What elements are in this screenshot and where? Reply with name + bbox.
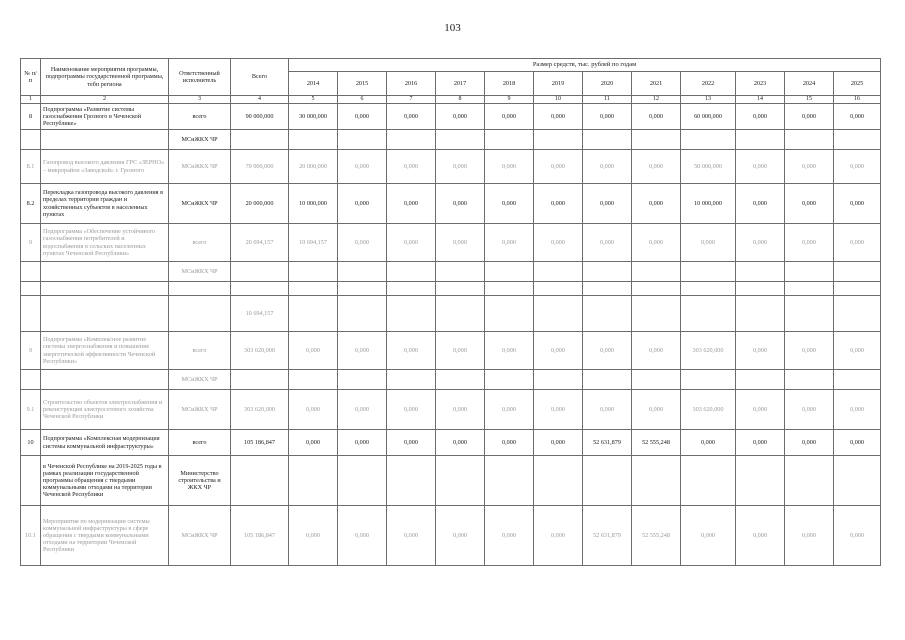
header-year: 2019 xyxy=(534,72,583,96)
row-year-value xyxy=(834,130,881,150)
header-year: 2022 xyxy=(681,72,736,96)
row-year-value xyxy=(534,130,583,150)
row-number-cell: 8.1 xyxy=(21,150,41,184)
row-year-value xyxy=(338,282,387,296)
row-year-value xyxy=(583,282,632,296)
row-year-value xyxy=(632,282,681,296)
row-name-cell xyxy=(41,262,169,282)
row-year-value xyxy=(436,282,485,296)
row-year-value xyxy=(681,282,736,296)
header-year: 2015 xyxy=(338,72,387,96)
table-row xyxy=(21,282,881,296)
row-year-value xyxy=(289,130,338,150)
row-executor-cell xyxy=(169,282,231,296)
row-name-cell: Подпрограмма «Обеспечение устойчивого газоснабжения потребителей и водоснабжения в сельских населенных пунктах Чеченской Республики» xyxy=(41,224,169,262)
row-year-value: 52 555,248 xyxy=(632,430,681,456)
row-year-value: 0,000 xyxy=(534,224,583,262)
row-year-value xyxy=(785,282,834,296)
row-total-cell: 20 694,157 xyxy=(231,224,289,262)
row-year-value: 0,000 xyxy=(338,104,387,130)
row-year-value: 0,000 xyxy=(387,184,436,224)
row-year-value: 0,000 xyxy=(534,104,583,130)
row-year-value: 0,000 xyxy=(436,104,485,130)
row-name-cell xyxy=(41,282,169,296)
row-year-value xyxy=(534,370,583,390)
row-year-value xyxy=(338,130,387,150)
row-year-value xyxy=(338,296,387,332)
row-year-value xyxy=(387,456,436,506)
header-year: 2021 xyxy=(632,72,681,96)
table-row xyxy=(21,184,881,224)
row-year-value xyxy=(736,262,785,282)
row-number-cell xyxy=(21,282,41,296)
row-year-value xyxy=(485,130,534,150)
row-name-cell xyxy=(41,296,169,332)
row-year-value: 0,000 xyxy=(681,224,736,262)
row-year-value: 0,000 xyxy=(485,224,534,262)
row-year-value xyxy=(338,262,387,282)
row-number-cell: 8 xyxy=(21,104,41,130)
row-year-value xyxy=(436,262,485,282)
row-year-value: 0,000 xyxy=(387,332,436,370)
row-name-cell: Перекладка газопровода высокого давления в пределах территории граждан и хозяйственных субъектов в населенных пунктах xyxy=(41,184,169,224)
row-executor-cell xyxy=(169,296,231,332)
row-executor-cell: МСиЖКХ ЧР xyxy=(169,130,231,150)
column-number: 16 xyxy=(834,96,881,104)
row-year-value: 60 000,000 xyxy=(681,104,736,130)
row-year-value: 0,000 xyxy=(485,430,534,456)
row-year-value: 0,000 xyxy=(583,184,632,224)
row-executor-cell: всего xyxy=(169,332,231,370)
row-year-value: 10 694,157 xyxy=(289,224,338,262)
row-year-value xyxy=(583,296,632,332)
row-year-value xyxy=(534,456,583,506)
row-year-value: 0,000 xyxy=(834,224,881,262)
row-year-value xyxy=(834,282,881,296)
row-year-value xyxy=(632,370,681,390)
table-row xyxy=(21,332,881,370)
page-number: 103 xyxy=(444,22,461,34)
row-year-value: 0,000 xyxy=(785,506,834,566)
row-year-value: 0,000 xyxy=(583,150,632,184)
row-year-value: 0,000 xyxy=(289,390,338,430)
row-year-value: 0,000 xyxy=(485,506,534,566)
row-year-value xyxy=(583,456,632,506)
row-year-value xyxy=(834,370,881,390)
row-year-value: 0,000 xyxy=(338,150,387,184)
row-year-value: 0,000 xyxy=(485,332,534,370)
row-year-value: 0,000 xyxy=(736,224,785,262)
row-year-value: 0,000 xyxy=(681,506,736,566)
row-executor-cell: МСиЖКХ ЧР xyxy=(169,262,231,282)
row-total-cell xyxy=(231,282,289,296)
row-year-value: 0,000 xyxy=(436,184,485,224)
row-year-value: 0,000 xyxy=(485,150,534,184)
column-number: 10 xyxy=(534,96,583,104)
column-number: 2 xyxy=(41,96,169,104)
row-number-cell xyxy=(21,456,41,506)
row-year-value: 303 620,000 xyxy=(681,390,736,430)
row-year-value: 52 631,879 xyxy=(583,430,632,456)
column-number: 12 xyxy=(632,96,681,104)
row-executor-cell: МСиЖКХ ЧР xyxy=(169,184,231,224)
row-year-value: 0,000 xyxy=(632,390,681,430)
row-year-value xyxy=(436,130,485,150)
row-year-value: 303 620,000 xyxy=(681,332,736,370)
row-year-value: 0,000 xyxy=(785,150,834,184)
row-year-value xyxy=(681,456,736,506)
row-year-value: 0,000 xyxy=(834,430,881,456)
row-year-value xyxy=(338,456,387,506)
table-row xyxy=(21,370,881,390)
table-row xyxy=(21,390,881,430)
row-year-value: 0,000 xyxy=(534,184,583,224)
row-year-value: 0,000 xyxy=(387,430,436,456)
row-total-cell: 303 620,000 xyxy=(231,390,289,430)
header-name: Наименование мероприятия программы, подпрограммы государственной программы, тебп региона xyxy=(41,59,169,96)
row-year-value xyxy=(736,282,785,296)
row-total-cell: 105 186,847 xyxy=(231,430,289,456)
row-year-value: 30 000,000 xyxy=(289,104,338,130)
row-year-value: 0,000 xyxy=(736,430,785,456)
row-year-value: 0,000 xyxy=(534,332,583,370)
row-year-value xyxy=(485,370,534,390)
row-year-value xyxy=(785,262,834,282)
row-year-value: 52 555,248 xyxy=(632,506,681,566)
row-year-value: 0,000 xyxy=(583,390,632,430)
row-year-value: 0,000 xyxy=(387,150,436,184)
row-year-value: 0,000 xyxy=(834,332,881,370)
row-year-value xyxy=(736,296,785,332)
row-executor-cell: всего xyxy=(169,430,231,456)
table-row xyxy=(21,104,881,130)
row-total-cell: 303 620,000 xyxy=(231,332,289,370)
row-year-value xyxy=(338,370,387,390)
row-year-value xyxy=(534,262,583,282)
row-executor-cell: МСиЖКХ ЧР xyxy=(169,150,231,184)
row-total-cell xyxy=(231,130,289,150)
row-year-value xyxy=(736,456,785,506)
row-executor-cell: МСиЖКХ ЧР xyxy=(169,390,231,430)
row-year-value: 0,000 xyxy=(785,390,834,430)
header-total: Всего xyxy=(231,59,289,96)
row-year-value: 0,000 xyxy=(736,184,785,224)
table-row xyxy=(21,430,881,456)
row-year-value xyxy=(387,262,436,282)
row-year-value: 0,000 xyxy=(834,104,881,130)
row-total-cell xyxy=(231,370,289,390)
row-year-value: 0,000 xyxy=(534,506,583,566)
row-year-value: 0,000 xyxy=(681,430,736,456)
row-year-value: 0,000 xyxy=(436,430,485,456)
header-year: 2023 xyxy=(736,72,785,96)
row-year-value: 0,000 xyxy=(338,224,387,262)
row-year-value xyxy=(785,370,834,390)
row-year-value xyxy=(387,370,436,390)
row-total-cell xyxy=(231,456,289,506)
table-row xyxy=(21,150,881,184)
row-year-value: 0,000 xyxy=(289,332,338,370)
column-number: 14 xyxy=(736,96,785,104)
header-year: 2020 xyxy=(583,72,632,96)
row-year-value xyxy=(632,456,681,506)
row-year-value xyxy=(534,296,583,332)
header-year-group: Размер средств, тыс. рублей по годам xyxy=(289,59,881,72)
row-year-value xyxy=(289,456,338,506)
row-year-value: 0,000 xyxy=(387,506,436,566)
row-year-value xyxy=(632,130,681,150)
row-year-value xyxy=(387,296,436,332)
row-year-value: 0,000 xyxy=(632,104,681,130)
table-row xyxy=(21,130,881,150)
row-year-value: 0,000 xyxy=(436,224,485,262)
row-year-value: 0,000 xyxy=(338,184,387,224)
row-number-cell xyxy=(21,262,41,282)
table-row xyxy=(21,224,881,262)
row-year-value: 0,000 xyxy=(583,224,632,262)
header-year: 2018 xyxy=(485,72,534,96)
table-row xyxy=(21,262,881,282)
row-year-value: 0,000 xyxy=(632,332,681,370)
row-number-cell: 10 xyxy=(21,430,41,456)
row-number-cell xyxy=(21,296,41,332)
row-year-value: 0,000 xyxy=(632,224,681,262)
row-total-cell: 20 000,000 xyxy=(231,184,289,224)
row-year-value: 50 000,000 xyxy=(681,150,736,184)
row-name-cell xyxy=(41,370,169,390)
row-year-value xyxy=(436,296,485,332)
row-year-value: 0,000 xyxy=(436,150,485,184)
row-year-value: 0,000 xyxy=(289,506,338,566)
row-year-value: 0,000 xyxy=(785,224,834,262)
table-row xyxy=(21,296,881,332)
row-name-cell: в Чеченской Республике на 2019-2025 годы в рамках реализации государственной программы обращения с твердыми коммунальными отходами на территории Чеченской Республики xyxy=(41,456,169,506)
row-name-cell: Подпрограмма «Развитие системы газоснабжения Грозного в Чеченской Республике» xyxy=(41,104,169,130)
row-year-value: 0,000 xyxy=(834,506,881,566)
row-total-cell: 90 000,000 xyxy=(231,104,289,130)
row-year-value xyxy=(485,296,534,332)
row-name-cell: Мероприятия по модернизации системы коммунальной инфраструктуры в сфере обращения с твердыми коммунальными отходами на территории Чеченской Республики xyxy=(41,506,169,566)
row-executor-cell: МСиЖКХ ЧР xyxy=(169,370,231,390)
row-name-cell: Подпрограмма «Комплексная модернизация системы коммунальной инфраструктуры» xyxy=(41,430,169,456)
row-year-value: 0,000 xyxy=(436,332,485,370)
row-year-value xyxy=(785,456,834,506)
row-year-value: 0,000 xyxy=(834,184,881,224)
row-year-value: 0,000 xyxy=(485,184,534,224)
row-year-value xyxy=(289,370,338,390)
column-number: 6 xyxy=(338,96,387,104)
row-executor-cell: всего xyxy=(169,104,231,130)
row-year-value: 0,000 xyxy=(583,332,632,370)
row-year-value xyxy=(289,282,338,296)
row-year-value: 0,000 xyxy=(736,390,785,430)
row-year-value xyxy=(583,130,632,150)
row-executor-cell: всего xyxy=(169,224,231,262)
header-executor: Ответственный исполнитель xyxy=(169,59,231,96)
row-year-value xyxy=(785,130,834,150)
row-year-value: 0,000 xyxy=(785,430,834,456)
row-year-value: 0,000 xyxy=(436,390,485,430)
header-year: 2025 xyxy=(834,72,881,96)
row-year-value xyxy=(736,370,785,390)
row-year-value xyxy=(681,262,736,282)
row-year-value: 0,000 xyxy=(785,332,834,370)
row-year-value xyxy=(632,262,681,282)
row-total-cell xyxy=(231,262,289,282)
row-name-cell: Газопровод высокого давления ГРС «ЗЕРНО» – микрорайон «Заводской» г. Грозного xyxy=(41,150,169,184)
row-year-value xyxy=(834,296,881,332)
row-year-value: 0,000 xyxy=(338,506,387,566)
row-year-value: 0,000 xyxy=(534,430,583,456)
row-year-value: 20 000,000 xyxy=(289,150,338,184)
row-year-value xyxy=(785,296,834,332)
column-number: 15 xyxy=(785,96,834,104)
row-year-value xyxy=(289,262,338,282)
row-number-cell: 9.1 xyxy=(21,390,41,430)
row-year-value xyxy=(436,456,485,506)
row-year-value: 0,000 xyxy=(785,184,834,224)
row-year-value xyxy=(387,282,436,296)
row-name-cell xyxy=(41,130,169,150)
column-number: 9 xyxy=(485,96,534,104)
row-year-value: 10 000,000 xyxy=(681,184,736,224)
row-number-cell: 9 xyxy=(21,332,41,370)
row-year-value: 52 631,879 xyxy=(583,506,632,566)
row-number-cell: 8.2 xyxy=(21,184,41,224)
budget-table xyxy=(20,58,881,566)
row-total-cell: 10 694,157 xyxy=(231,296,289,332)
row-year-value: 10 000,000 xyxy=(289,184,338,224)
row-year-value xyxy=(583,370,632,390)
row-year-value xyxy=(632,296,681,332)
row-year-value xyxy=(485,282,534,296)
row-year-value: 0,000 xyxy=(632,184,681,224)
column-number: 11 xyxy=(583,96,632,104)
row-year-value: 0,000 xyxy=(436,506,485,566)
row-year-value: 0,000 xyxy=(736,104,785,130)
row-number-cell xyxy=(21,130,41,150)
row-year-value xyxy=(387,130,436,150)
column-number-row xyxy=(21,96,881,104)
row-year-value: 0,000 xyxy=(736,150,785,184)
row-year-value xyxy=(485,456,534,506)
header-year: 2016 xyxy=(387,72,436,96)
row-name-cell: Подпрограмма «Комплексное развитие системы энергоснабжения и повышение энергетической эффективности Чеченской Республики» xyxy=(41,332,169,370)
row-year-value: 0,000 xyxy=(736,332,785,370)
row-year-value: 0,000 xyxy=(534,390,583,430)
row-year-value xyxy=(289,296,338,332)
row-year-value: 0,000 xyxy=(289,430,338,456)
row-year-value: 0,000 xyxy=(632,150,681,184)
row-year-value xyxy=(436,370,485,390)
row-year-value xyxy=(834,456,881,506)
row-year-value xyxy=(534,282,583,296)
row-executor-cell: Министерство строительства и ЖКХ ЧР xyxy=(169,456,231,506)
column-number: 4 xyxy=(231,96,289,104)
row-year-value: 0,000 xyxy=(338,390,387,430)
row-year-value: 0,000 xyxy=(583,104,632,130)
row-year-value: 0,000 xyxy=(785,104,834,130)
row-year-value: 0,000 xyxy=(338,332,387,370)
row-number-cell: 10.1 xyxy=(21,506,41,566)
column-number: 13 xyxy=(681,96,736,104)
row-year-value: 0,000 xyxy=(834,390,881,430)
row-executor-cell: МСиЖКХ ЧР xyxy=(169,506,231,566)
row-year-value xyxy=(485,262,534,282)
row-year-value xyxy=(834,262,881,282)
header-year: 2024 xyxy=(785,72,834,96)
header-year: 2017 xyxy=(436,72,485,96)
column-number: 1 xyxy=(21,96,41,104)
row-year-value: 0,000 xyxy=(485,390,534,430)
row-year-value: 0,000 xyxy=(338,430,387,456)
row-year-value xyxy=(681,296,736,332)
row-year-value: 0,000 xyxy=(736,506,785,566)
column-number: 8 xyxy=(436,96,485,104)
header-year: 2014 xyxy=(289,72,338,96)
row-year-value: 0,000 xyxy=(834,150,881,184)
column-number: 5 xyxy=(289,96,338,104)
row-year-value xyxy=(736,130,785,150)
column-number: 3 xyxy=(169,96,231,104)
row-name-cell: Строительство объектов электроснабжения и реконструкция электросетевого хозяйства Чеченской Республики xyxy=(41,390,169,430)
row-total-cell: 105 186,847 xyxy=(231,506,289,566)
header-no: № п/п xyxy=(21,59,41,96)
row-total-cell: 70 000,000 xyxy=(231,150,289,184)
row-year-value xyxy=(681,370,736,390)
row-year-value: 0,000 xyxy=(534,150,583,184)
table-row xyxy=(21,456,881,506)
row-year-value xyxy=(681,130,736,150)
table-row xyxy=(21,506,881,566)
row-year-value xyxy=(583,262,632,282)
column-number: 7 xyxy=(387,96,436,104)
row-number-cell: 9 xyxy=(21,224,41,262)
row-number-cell xyxy=(21,370,41,390)
row-year-value: 0,000 xyxy=(485,104,534,130)
row-year-value: 0,000 xyxy=(387,224,436,262)
row-year-value: 0,000 xyxy=(387,390,436,430)
row-year-value: 0,000 xyxy=(387,104,436,130)
